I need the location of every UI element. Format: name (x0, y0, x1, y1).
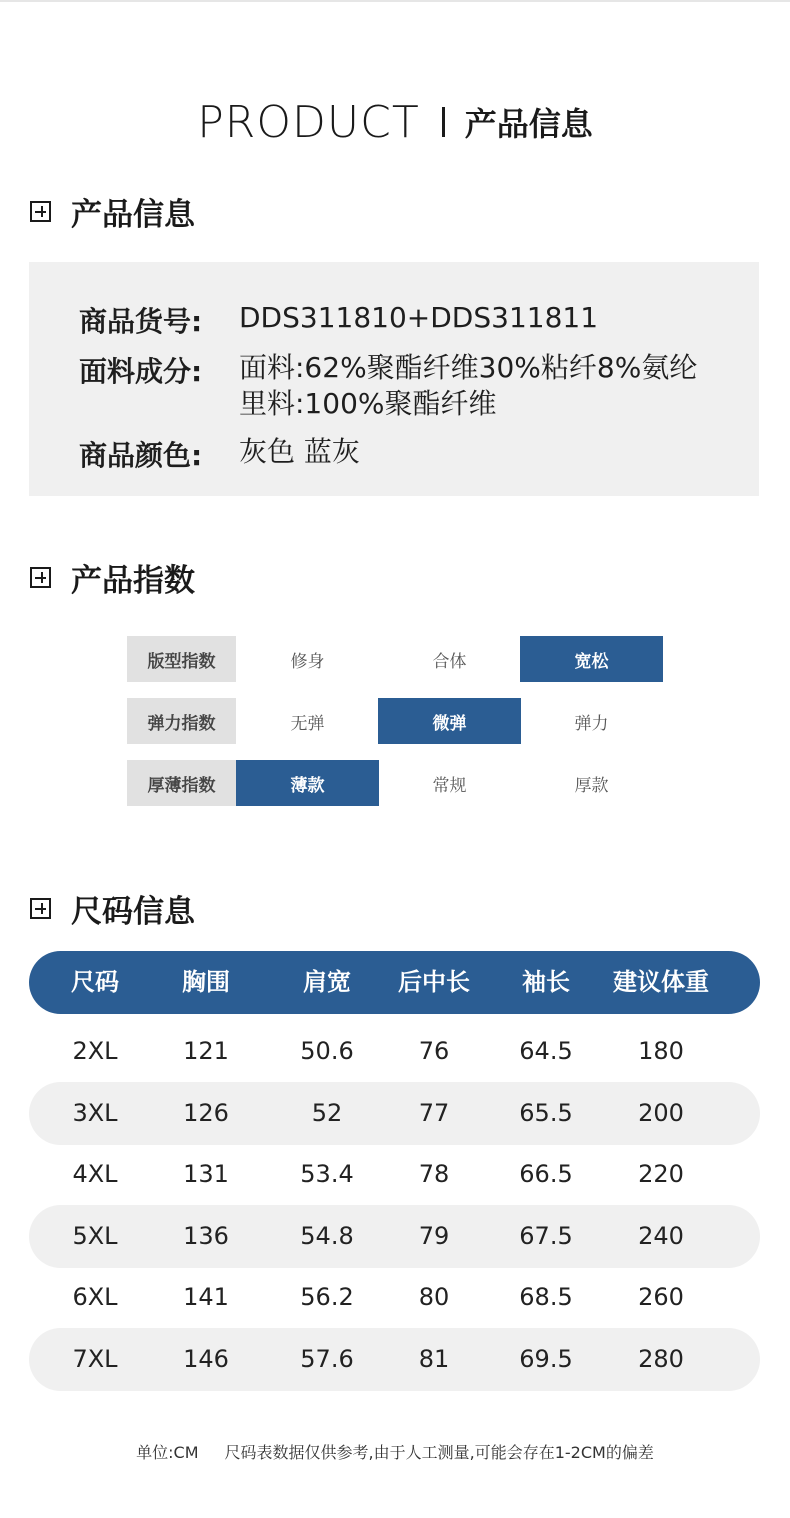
index-option: 合体 (432, 651, 467, 672)
size-column-header: 肩宽 (303, 968, 351, 996)
size-table-cell: 53.4 (300, 1160, 354, 1188)
fabric-outer: 面料:62%聚酯纤维30%粘纤8%氨纶 (239, 351, 698, 384)
size-table-row (29, 1205, 760, 1268)
size-table-cell: 78 (418, 1160, 450, 1188)
disclaimer-note: 尺码表数据仅供参考,由于人工测量,可能会存在1-2CM的偏差 (224, 1443, 654, 1462)
size-table-cell: 2XL (72, 1037, 118, 1065)
size-table-row (29, 1328, 760, 1391)
plus-icon (30, 898, 51, 919)
size-table-cell: 76 (418, 1037, 450, 1065)
hero-title-en: PRODUCT (197, 96, 420, 148)
size-table-cell: 146 (183, 1344, 229, 1373)
size-table-row (29, 1266, 760, 1329)
top-divider (0, 0, 790, 2)
size-table-cell: 240 (638, 1221, 684, 1250)
sku-label: 商品货号: (79, 305, 203, 338)
size-table-cell: 56.2 (300, 1283, 354, 1311)
size-table-cell: 141 (183, 1283, 229, 1311)
size-table-cell: 50.6 (300, 1037, 354, 1065)
size-table-cell: 260 (638, 1283, 684, 1311)
fabric-lining: 里料:100%聚酯纤维 (239, 387, 497, 420)
index-option-selected: 宽松 (520, 636, 663, 682)
size-table-cell: 200 (638, 1098, 684, 1127)
hero-title-cn: 产品信息 (464, 105, 593, 143)
size-table-cell: 80 (418, 1283, 450, 1311)
index-option-selected: 微弹 (378, 698, 521, 744)
fabric-value (239, 350, 697, 422)
plus-icon (30, 201, 51, 222)
size-table-cell: 136 (183, 1221, 229, 1250)
size-table-cell: 57.6 (300, 1344, 354, 1373)
hero-separator (442, 107, 445, 137)
color-value: 灰色 蓝灰 (239, 435, 360, 468)
size-table-cell: 66.5 (519, 1160, 573, 1188)
size-table-cell: 65.5 (519, 1098, 573, 1127)
size-table-cell: 7XL (72, 1344, 118, 1373)
size-table-cell: 131 (183, 1160, 229, 1188)
index-option: 弹力 (574, 713, 609, 734)
size-table-cell: 81 (418, 1344, 450, 1373)
size-column-header: 胸围 (182, 968, 230, 996)
fabric-label: 面料成分: (79, 355, 203, 388)
index-label: 弹力指数 (127, 698, 236, 744)
index-option-selected: 薄款 (236, 760, 379, 806)
plus-icon (30, 567, 51, 588)
color-label: 商品颜色: (79, 439, 203, 472)
page-hero-title (0, 92, 790, 152)
section-header-info (30, 189, 195, 233)
index-label: 版型指数 (127, 636, 236, 682)
size-column-header: 袖长 (522, 968, 570, 996)
size-table-cell: 220 (638, 1160, 684, 1188)
info-row-color (79, 434, 360, 474)
size-table-cell: 3XL (72, 1098, 118, 1127)
size-table-cell: 5XL (72, 1221, 118, 1250)
size-table-cell: 4XL (72, 1160, 118, 1188)
size-note (0, 1440, 790, 1463)
index-label: 厚薄指数 (127, 760, 236, 806)
section-title: 产品信息 (71, 196, 195, 233)
section-title: 尺码信息 (71, 893, 195, 930)
info-row-sku (79, 300, 598, 340)
size-table-cell: 180 (638, 1037, 684, 1065)
size-table-cell: 64.5 (519, 1037, 573, 1065)
size-table-cell: 54.8 (300, 1221, 354, 1250)
section-title: 产品指数 (71, 562, 195, 599)
section-header-size (30, 886, 195, 930)
size-table-cell: 77 (418, 1098, 450, 1127)
section-header-index (30, 555, 195, 599)
size-table-row (29, 1020, 760, 1083)
size-table-cell: 68.5 (519, 1283, 573, 1311)
size-table-row (29, 1082, 760, 1145)
index-option: 常规 (432, 775, 467, 796)
size-table-cell: 280 (638, 1344, 684, 1373)
index-option: 无弹 (290, 713, 325, 734)
product-info-panel (29, 262, 759, 496)
size-table-cell: 6XL (72, 1283, 118, 1311)
size-table-cell: 52 (311, 1098, 343, 1127)
size-table-row (29, 1143, 760, 1206)
size-table-cell: 121 (183, 1037, 229, 1065)
size-table-cell: 79 (418, 1221, 450, 1250)
size-table-cell: 67.5 (519, 1221, 573, 1250)
size-column-header: 后中长 (398, 968, 470, 996)
size-column-header: 建议体重 (613, 968, 709, 996)
sku-value: DDS311810+DDS311811 (239, 301, 599, 334)
size-table-header (29, 951, 760, 1014)
info-row-fabric (79, 350, 697, 422)
size-column-header: 尺码 (71, 968, 119, 996)
index-option: 厚款 (574, 775, 609, 796)
index-option: 修身 (290, 651, 325, 672)
size-table-cell: 69.5 (519, 1344, 573, 1373)
unit-note: 单位:CM (136, 1443, 199, 1462)
size-table-cell: 126 (183, 1098, 229, 1127)
